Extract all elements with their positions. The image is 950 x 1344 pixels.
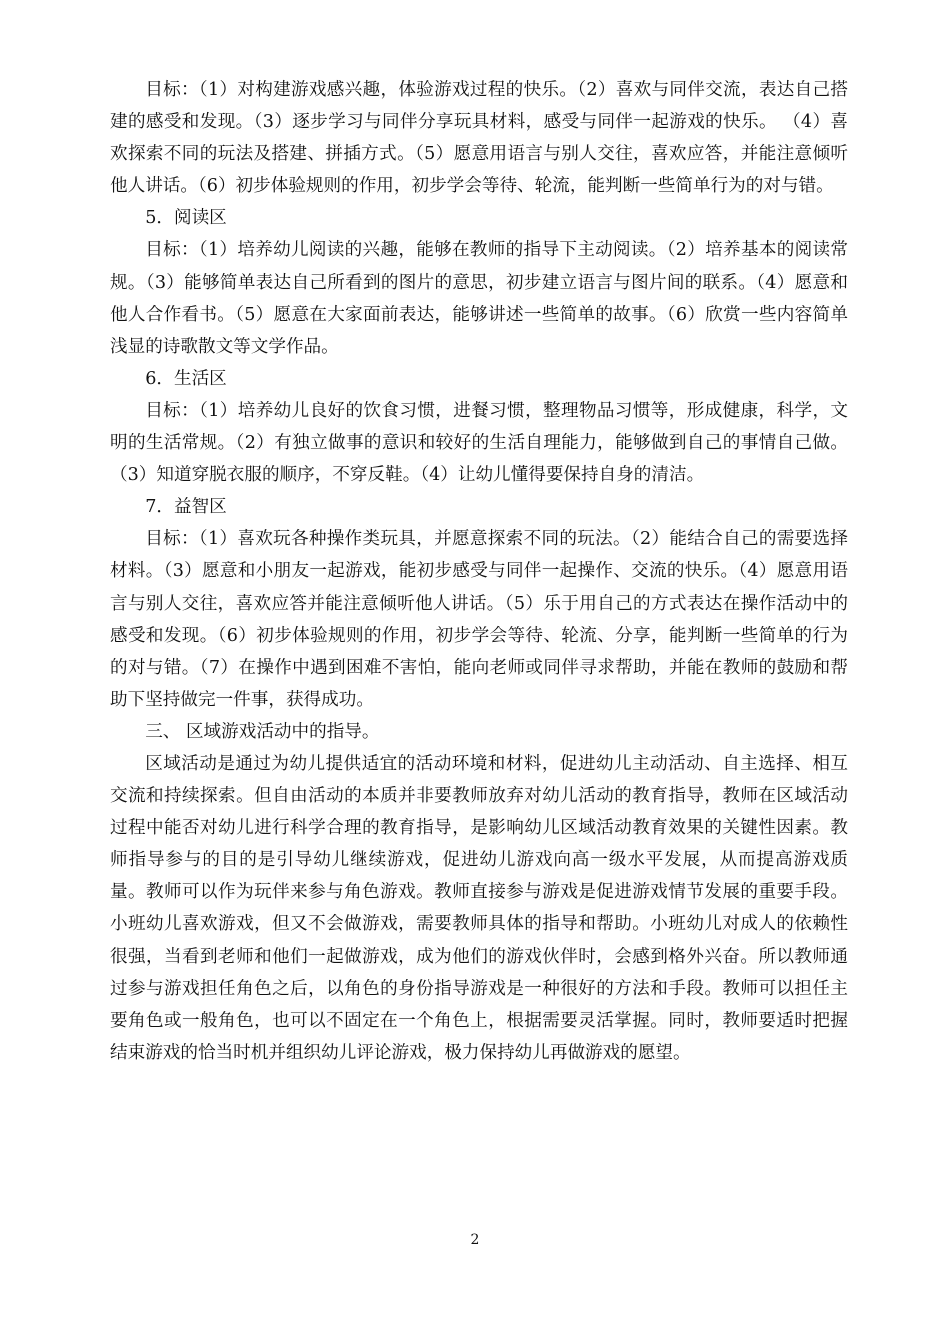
document-body [110, 74, 848, 1069]
heading-reading-area: 5．阅读区 [145, 208, 227, 229]
heading-puzzle-area: 7．益智区 [145, 497, 227, 518]
goal-reading-area: 目标：（1）培养幼儿阅读的兴趣，能够在教师的指导下主动阅读。（2）培养基本的阅读常规。（3）能够简单表达自己所看到的图片的意思，初步建立语言与图片间的联系。（4）愿意和他人合作看书。（5）愿意在大家面前表达，能够讲述一些简单的故事。（6）欣赏一些内容简单浅显的诗歌散文等文学作品。 [110, 240, 848, 357]
heading-section-three: 三、 区域游戏活动中的指导。 [145, 721, 380, 742]
goal-construction-area: 目标：（1）对构建游戏感兴趣，体验游戏过程的快乐。（2）喜欢与同伴交流，表达自己搭建的感受和发现。（3）逐步学习与同伴分享玩具材料，感受与同伴一起游戏的快乐。 （4）喜欢探索不同的玩法及搭建、拼插方式。（5）愿意用语言与别人交往，喜欢应答，并能注意倾听他人讲话。（6）初步体验规则的作用，初步学会等待、轮流，能判断一些简单行为的对与错。 [110, 80, 848, 197]
page-number: 2 [470, 1232, 480, 1248]
goal-puzzle-area: 目标：（1）喜欢玩各种操作类玩具，并愿意探索不同的玩法。（2）能结合自己的需要选择材料。（3）愿意和小朋友一起游戏，能初步感受与同伴一起操作、交流的快乐。（4）愿意用语言与别人交往，喜欢应答并能注意倾听他人讲话。（5）乐于用自己的方式表达在操作活动中的感受和发现。（6）初步体验规则的作用，初步学会等待、轮流、分享，能判断一些简单的行为的对与错。（7）在操作中遇到困难不害怕，能向老师或同伴寻求帮助，并能在教师的鼓励和帮助下坚持做完一件事，获得成功。 [110, 529, 848, 710]
heading-life-area: 6．生活区 [145, 368, 227, 389]
guidance-paragraph: 区域活动是通过为幼儿提供适宜的活动环境和材料，促进幼儿主动活动、自主选择、相互交流和持续探索。但自由活动的本质并非要教师放弃对幼儿活动的教育指导，教师在区域活动过程中能否对幼儿进行科学合理的教育指导，是影响幼儿区域活动教育效果的关键性因素。教师指导参与的目的是引导幼儿继续游戏，促进幼儿游戏向高一级水平发展，从而提高游戏质量。教师可以作为玩伴来参与角色游戏。教师直接参与游戏是促进游戏情节发展的重要手段。小班幼儿喜欢游戏，但又不会做游戏，需要教师具体的指导和帮助。小班幼儿对成人的依赖性很强，当看到老师和他们一起做游戏，成为他们的游戏伙伴时，会感到格外兴奋。所以教师通过参与游戏担任角色之后，以角色的身份指导游戏是一种很好的方法和手段。教师可以担任主要角色或一般角色，也可以不固定在一个角色上，根据需要灵活掌握。同时，教师要适时把握结束游戏的恰当时机并组织幼儿评论游戏，极力保持幼儿再做游戏的愿望。 [110, 753, 848, 1063]
goal-life-area: 目标：（1）培养幼儿良好的饮食习惯，进餐习惯，整理物品习惯等，形成健康，科学，文明的生活常规。（2）有独立做事的意识和较好的生活自理能力，能够做到自己的事情自己做。（3）知道穿脱衣服的顺序，不穿反鞋。（4）让幼儿懂得要保持自身的清洁。 [110, 400, 848, 486]
